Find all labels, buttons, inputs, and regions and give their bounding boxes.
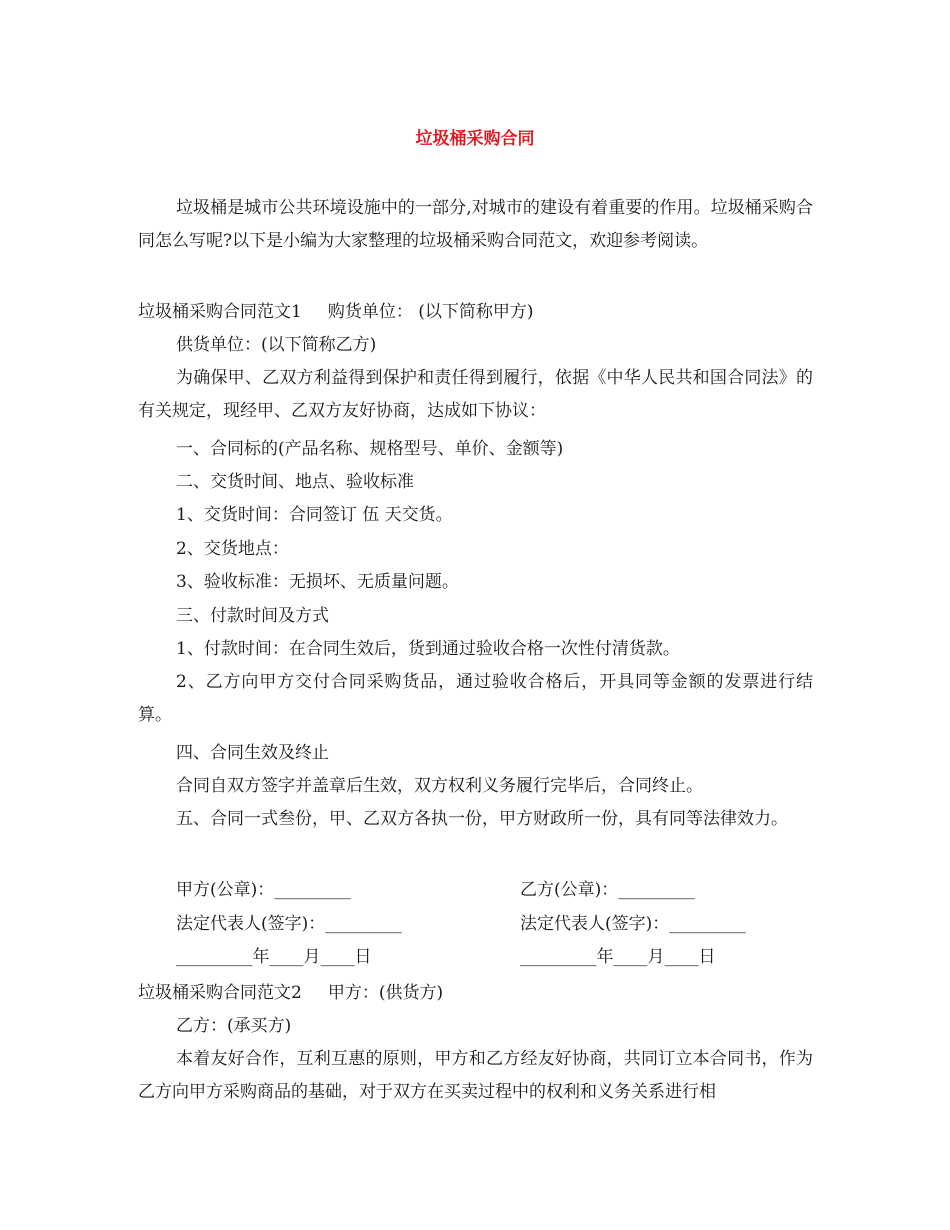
sample1-heading: 垃圾桶采购合同范文1 [138,302,302,322]
sample1-heading-line [138,301,534,323]
party-a-seal: 甲方(公章)：_________ [176,880,351,900]
clause-line: 1、交货时间：合同签订 伍 天交货。 [176,505,453,525]
effect-heading: 四、合同生效及终止 [176,743,329,763]
clause-line: 三、付款时间及方式 [176,606,329,626]
clause-line: 一、合同标的(产品名称、规格型号、单价、金额等) [176,439,564,459]
sample2-heading-line [138,982,443,1004]
supplier-line: 供货单位：(以下简称乙方) [176,335,377,355]
sample2-heading: 垃圾桶采购合同范文2 [138,983,302,1003]
clause-line: 3、验收标准：无损坏、无质量问题。 [176,572,459,592]
settlement-paragraph: 2、乙方向甲方交付合同采购货品，通过验收合格后，开具同等金额的发票进行结算。 [138,672,813,725]
party-b-representative: 法定代表人(签字)：_________ [520,914,746,934]
intro-paragraph: 垃圾桶是城市公共环境设施中的一部分,对城市的建设有着重要的作用。垃圾桶采购合同怎么写呢?以下是小编为大家整理的垃圾桶采购合同范文，欢迎参考阅读。 [138,198,813,251]
document-title: 垃圾桶采购合同 [415,129,535,149]
party-a-date: _________年____月____日 [176,947,372,967]
preamble-paragraph: 为确保甲、乙双方利益得到保护和责任得到履行，依据《中华人民共和国合同法》的有关规定，现经甲、乙双方友好协商，达成如下协议： [138,368,813,421]
sample2-preamble: 本着友好合作，互利互惠的原则，甲方和乙方经友好协商，共同订立本合同书，作为乙方向甲方采购商品的基础，对于双方在买卖过程中的权利和义务关系进行相 [138,1049,813,1102]
party-a-representative: 法定代表人(签字)：_________ [176,914,402,934]
party-b-seal: 乙方(公章)：_________ [520,880,695,900]
clause-line: 二、交货时间、地点、验收标准 [176,472,414,492]
sample2-party-a: 甲方：(供货方) [327,983,444,1003]
clause-line: 1、付款时间：在合同生效后，货到通过验收合格一次性付清货款。 [176,639,680,659]
party-b-date: _________年____月____日 [520,947,716,967]
effect-line: 合同自双方签字并盖章后生效，双方权利义务履行完毕后，合同终止。 [176,776,703,796]
sample2-party-b: 乙方：(承买方) [176,1016,292,1036]
buyer-line: 购货单位： (以下简称甲方) [327,302,534,322]
copies-paragraph: 五、合同一式叁份，甲、乙双方各执一份，甲方财政所一份，具有同等法律效力。 [176,809,788,829]
clause-line: 2、交货地点： [176,539,289,559]
